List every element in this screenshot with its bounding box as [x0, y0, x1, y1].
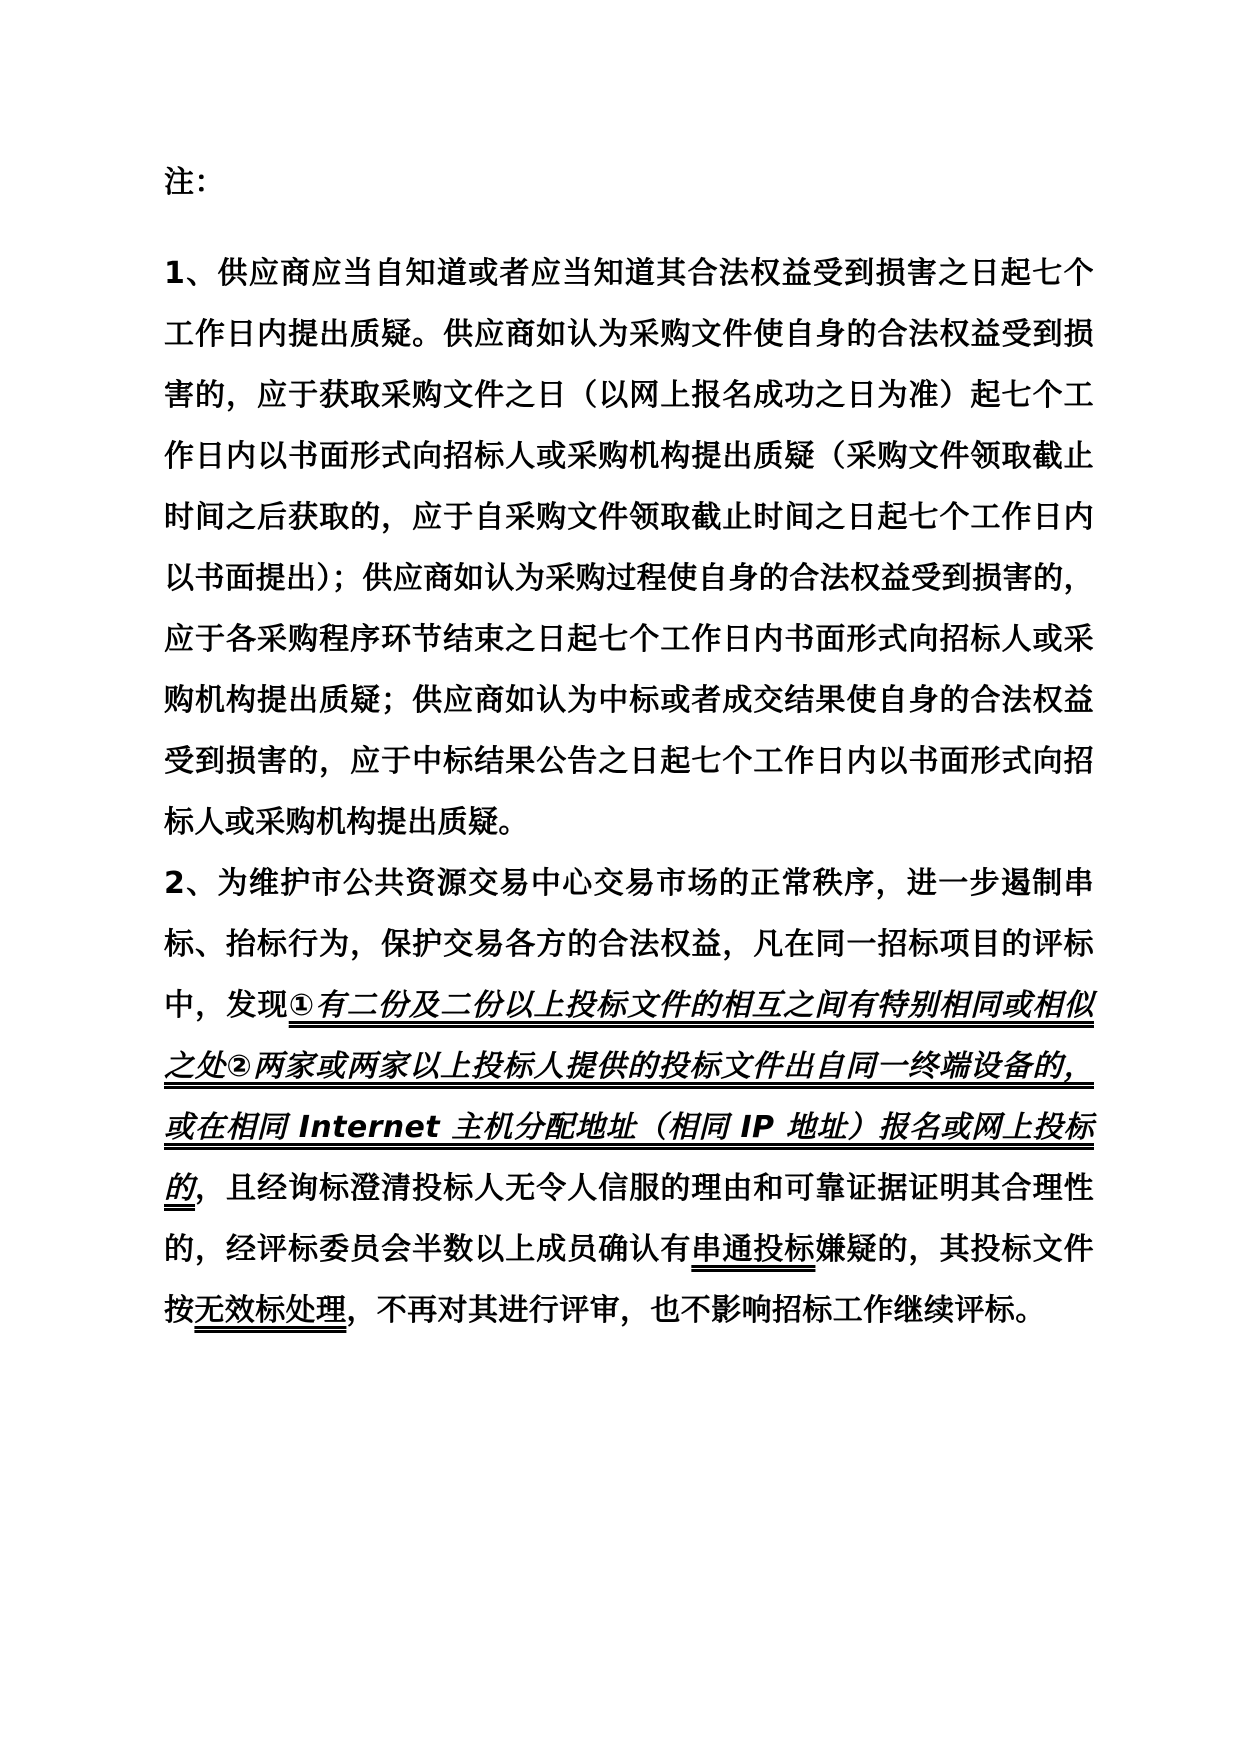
note-item-2-text-c: 嫌疑的，其投标文件按	[164, 1232, 1094, 1328]
note-item-2-text-a: 2、为维护市公共资源交易中心交易市场的正常秩序，进一步遏制串标、抬标行为，保护交易各方的合法权益，凡在同一招标项目的评标中，发现	[164, 866, 1094, 1023]
note-item-2	[164, 853, 1094, 1341]
note-item-1: 1、供应商应当自知道或者应当知道其合法权益受到损害之日起七个工作日内提出质疑。供应商如认为采购文件使自身的合法权益受到损害的，应于获取采购文件之日（以网上报名成功之日为准）起七个工作日内以书面形式向招标人或采购机构提出质疑（采购文件领取截止时间之后获取的，应于自采购文件领取截止时间之日起七个工作日内以书面提出）；供应商如认为采购过程使自身的合法权益受到损害的，应于各采购程序环节结束之日起七个工作日内书面形式向招标人或采购机构提出质疑；供应商如认为中标或者成交结果使自身的合法权益受到损害的，应于中标结果公告之日起七个工作日内以书面形式向招标人或采购机构提出质疑。	[164, 256, 1094, 840]
note-heading: 注：	[164, 165, 225, 200]
note-item-2-underlined-conditions: ①有二份及二份以上投标文件的相互之间有特别相同或相似之处②两家或两家以上投标人提供的投标文件出自同一终端设备的，或在相同 Internet 主机分配地址（相同 IP 地址）报名或网上投标的	[164, 988, 1094, 1206]
note-item-2-underlined-invalid-bid: 无效标处理	[194, 1293, 347, 1328]
note-item-2-underlined-collusion: 串通投标	[691, 1232, 816, 1267]
note-item-2-text-d: ，不再对其进行评审，也不影响招标工作继续评标。	[346, 1293, 1046, 1328]
note-item-2-text-b: ，且经询标澄清投标人无令人信服的理由和可靠证据证明其合理性的，经评标委员会半数以上成员确认有	[164, 1171, 1094, 1267]
document-body	[164, 152, 1094, 1341]
